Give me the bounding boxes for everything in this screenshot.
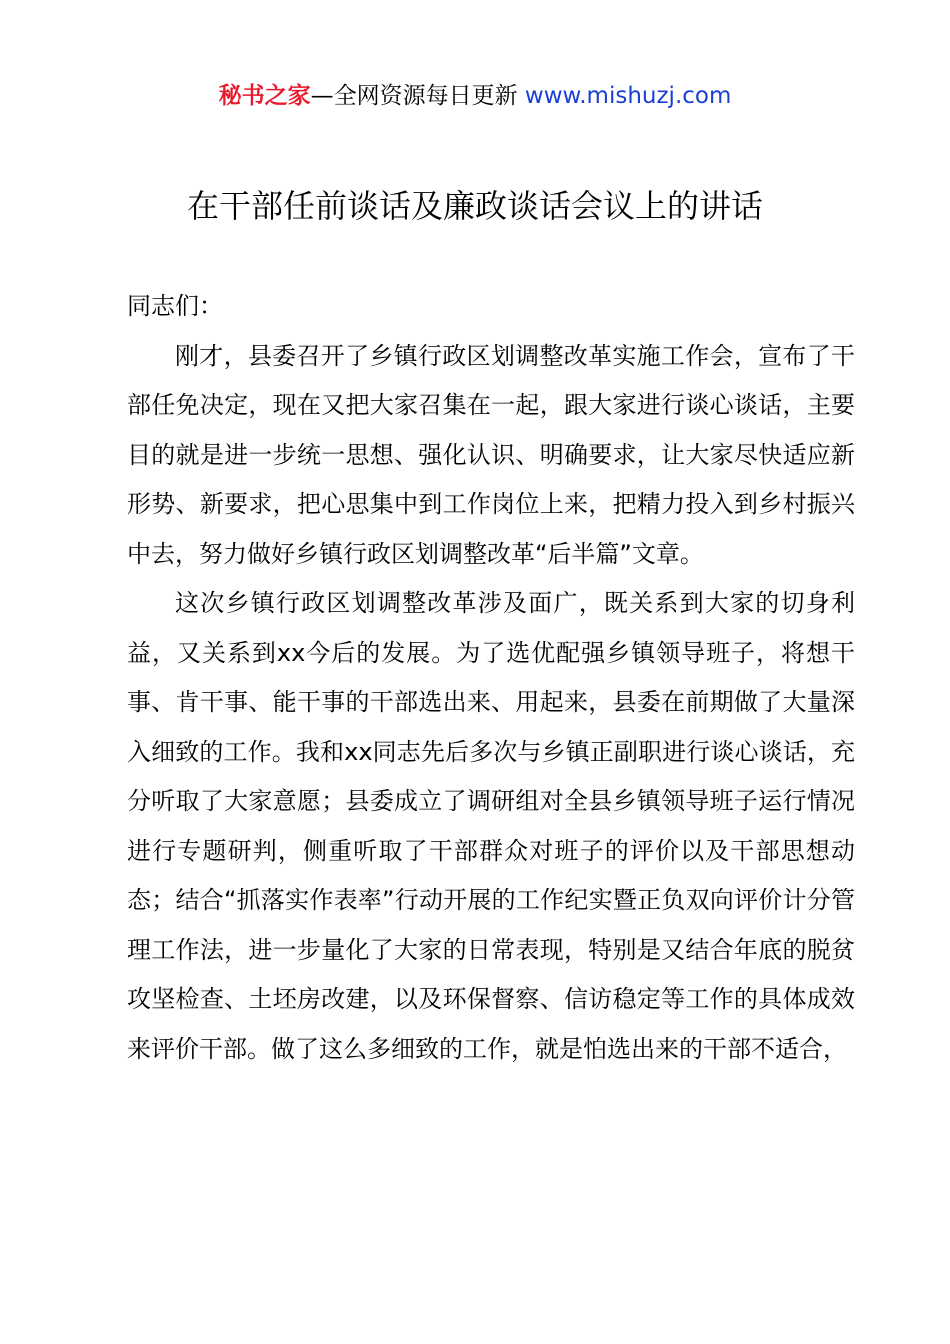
site-header	[0, 80, 950, 112]
site-url-link[interactable]: www.mishuzj.com	[524, 83, 732, 109]
header-tagline: —全网资源每日更新	[310, 83, 525, 109]
document-body	[127, 282, 855, 1074]
paragraph: 这次乡镇行政区划调整改革涉及面广，既关系到大家的切身利益，又关系到xx今后的发展。为了选优配强乡镇领导班子，将想干事、肯干事、能干事的干部选出来、用起来，县委在前期做了大量深入细致的工作。我和xx同志先后多次与乡镇正副职进行谈心谈话，充分听取了大家意愿；县委成立了调研组对全县乡镇领导班子运行情况进行专题研判，侧重听取了干部群众对班子的评价以及干部思想动态；结合“抓落实作表率”行动开展的工作纪实暨正负双向评价计分管理工作法，进一步量化了大家的日常表现，特别是又结合年底的脱贫攻坚检查、土坯房改建，以及环保督察、信访稳定等工作的具体成效来评价干部。做了这么多细致的工作，就是怕选出来的干部不适合，	[127, 589, 855, 1063]
brand-name: 秘书之家	[218, 83, 311, 109]
paragraph: 刚才，县委召开了乡镇行政区划调整改革实施工作会，宣布了干部任免决定，现在又把大家召集在一起，跟大家进行谈心谈话，主要目的就是进一步统一思想、强化认识、明确要求，让大家尽快适应新形势、新要求，把心思集中到工作岗位上来，把精力投入到乡村振兴中去，努力做好乡镇行政区划调整改革“后半篇”文章。	[127, 341, 855, 568]
salutation: 同志们：	[127, 292, 223, 320]
document-title: 在干部任前谈话及廉政谈话会议上的讲话	[186, 187, 763, 225]
